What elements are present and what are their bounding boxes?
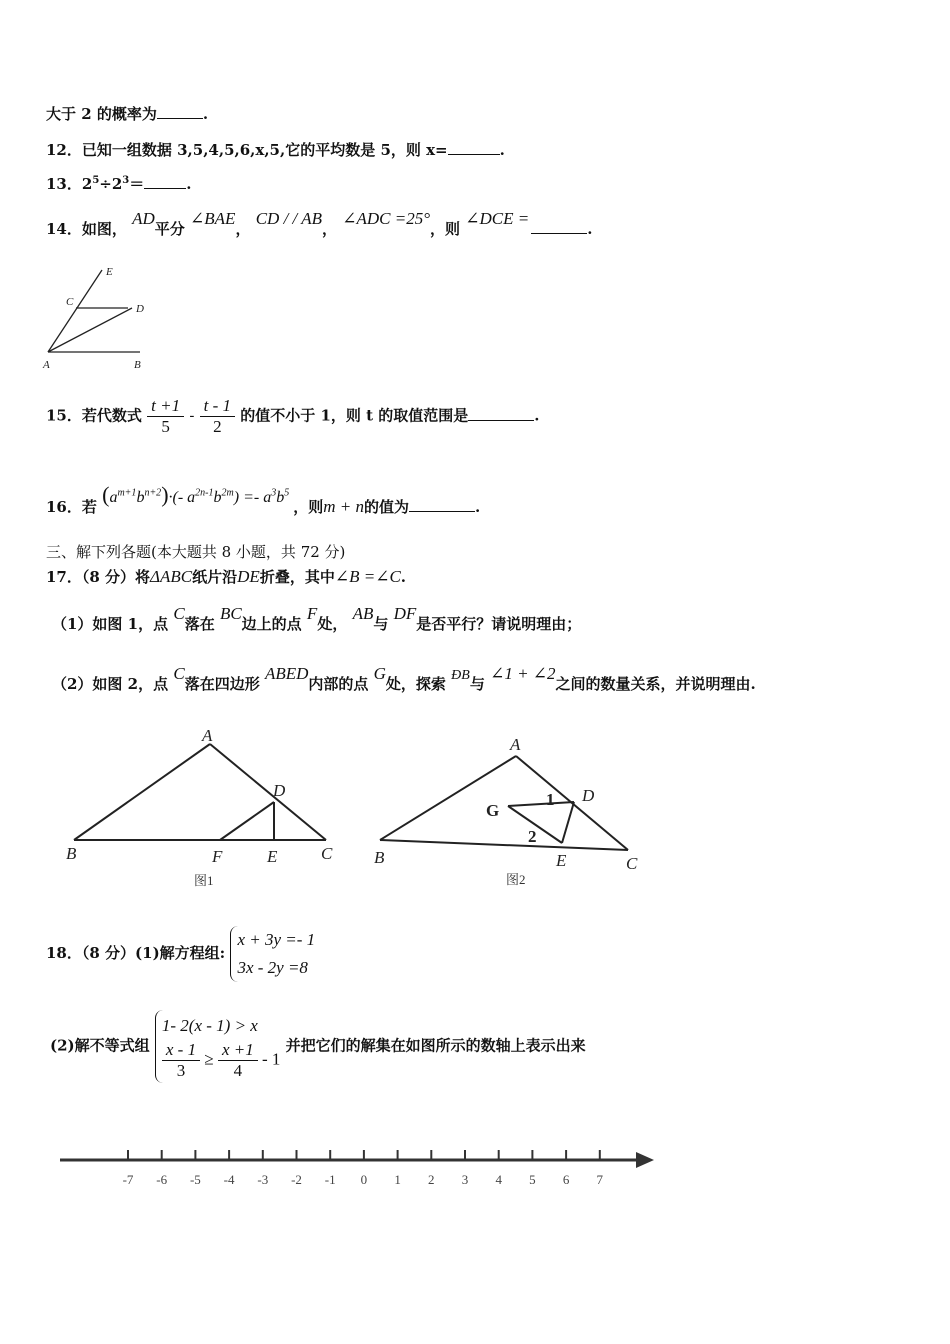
figure-q14 [40, 262, 160, 374]
label-e: E [106, 266, 113, 278]
ineq-frac-1 [162, 1040, 200, 1081]
label-g: G [486, 801, 500, 820]
answer-blank [409, 510, 475, 512]
label-e: E [267, 847, 278, 866]
label-f: F [212, 847, 223, 866]
q13-base2: 2 [111, 175, 123, 193]
label-angle-1: 1 [546, 790, 555, 809]
answer-blank [448, 153, 500, 155]
tick-label: 6 [562, 1172, 570, 1187]
tick-label: -7 [122, 1172, 134, 1187]
inequality-2 [162, 1040, 281, 1081]
line-ad [48, 308, 132, 352]
inequality-1: 1- 2(x - 1) > x [161, 1016, 258, 1035]
question-number: 14． [46, 220, 82, 238]
label-c: C [321, 844, 333, 863]
q17-1-m4: AB [352, 604, 374, 623]
q17-2-label: （2）如图 2，点 [52, 675, 169, 693]
label-b: B [374, 848, 385, 867]
frac1-den: 5 [161, 417, 170, 436]
q12-end: . [499, 141, 505, 159]
q17-2-t1: 落在四边形 [184, 675, 260, 693]
question-11-tail [46, 103, 208, 124]
tick-label: 4 [495, 1172, 502, 1187]
label-a: A [510, 735, 521, 754]
q12-text: 已知一组数据 3,5,4,5,6,x,5,它的平均数是 5，则 x= [81, 141, 448, 159]
q17-m2: DE [237, 567, 260, 586]
number-line [56, 1138, 666, 1198]
question-number: 12． [46, 141, 82, 159]
question-14 [46, 209, 593, 239]
inequality-system [155, 1010, 281, 1083]
q15-t1: 若代数式 [81, 406, 142, 425]
question-17-part-1 [52, 604, 582, 634]
caption-figure-1: 图1 [194, 873, 214, 888]
q13-exp2: 3 [122, 175, 130, 186]
q16-t3: 的值为 [363, 498, 409, 516]
ineq-tail: - 1 [261, 1049, 281, 1069]
expr-tail: ) =- a [233, 489, 272, 506]
answer-blank [531, 232, 587, 234]
question-17-part-2 [52, 664, 756, 694]
number-line-ticks [123, 1150, 604, 1187]
tick-label: -5 [189, 1172, 201, 1187]
q16-t1: 若 [81, 498, 97, 516]
q18-t1: (1)解方程组: [135, 944, 226, 962]
q16-t2: ，则 [293, 498, 324, 516]
q13-op: ÷ [99, 175, 112, 193]
line-gd [508, 802, 574, 806]
q17-m3: ∠B =∠C [334, 567, 401, 586]
ineq-frac1-num: x - 1 [162, 1040, 200, 1061]
expr-b2: b [213, 489, 222, 506]
q17-2-t4: 与 [469, 675, 485, 693]
tick-label: -4 [223, 1172, 235, 1187]
tick-label: 0 [360, 1172, 368, 1187]
expr-sup1: m+1 [117, 487, 137, 499]
q17-2-t3: 处，探索 [385, 675, 446, 693]
question-number: 18． [46, 944, 82, 962]
question-number: 16． [46, 498, 82, 516]
q18-score: （8 分） [81, 944, 136, 962]
q17-2-m4: ÐB [451, 668, 470, 683]
figure-2 [372, 730, 652, 890]
answer-blank [468, 419, 534, 421]
q17-1-m3: F [306, 604, 318, 623]
q17-1-t4: 与 [373, 615, 389, 633]
number-line-arrow [636, 1152, 654, 1168]
label-a: A [43, 359, 50, 371]
expr-sup3: 2n-1 [195, 487, 214, 499]
q17-1-label: （1）如图 1，点 [52, 615, 169, 633]
label-angle-2: 2 [528, 827, 537, 846]
q15-t2: 的值不小于 1，则 t 的取值范围是 [240, 406, 469, 425]
question-12 [46, 139, 505, 160]
q17-2-m1: C [173, 664, 185, 683]
label-d: D [136, 303, 144, 315]
q14-m1: AD [132, 209, 155, 228]
section-3-header: 三、解下列各题(本大题共 8 小题，共 72 分) [46, 543, 346, 561]
label-c: C [66, 296, 74, 308]
ineq-ge: ≥ [204, 1049, 214, 1069]
line-ac [210, 744, 326, 840]
line-bc [380, 840, 628, 850]
tick-label: 3 [461, 1172, 469, 1187]
label-d: D [273, 781, 286, 800]
line-ae [48, 270, 102, 352]
q16-end: . [474, 498, 481, 516]
equation-system [230, 926, 315, 982]
q14-t2: 平分 [154, 220, 185, 238]
q17-t2: 折叠，其中 [259, 568, 335, 586]
q13-exp1: 5 [92, 175, 100, 186]
question-18 [46, 926, 315, 982]
q18-2-t2: 并把它们的解集在如图所示的数轴上表示出来 [285, 1036, 586, 1055]
label-e: E [556, 851, 567, 870]
q11-end: . [202, 105, 209, 123]
tick-label: 1 [394, 1172, 401, 1187]
tick-label: -6 [156, 1172, 168, 1187]
label-b: B [134, 359, 141, 371]
q14-t5: ，则 [430, 220, 461, 238]
q17-1-t1: 落在 [184, 615, 215, 633]
tick-label: -2 [291, 1172, 302, 1187]
question-17 [46, 566, 406, 587]
q14-m3: CD / / AB [255, 209, 322, 228]
line-ab [380, 756, 516, 840]
q17-end: . [400, 568, 407, 586]
expr-sup6: 5 [284, 487, 290, 499]
q15-minus: - [189, 406, 195, 425]
q17-1-t3: 处， [317, 615, 348, 633]
q13-base1: 2 [81, 175, 93, 193]
answer-blank [144, 187, 186, 189]
expr-sup5: 3 [271, 487, 277, 499]
expr-sup4: 2m [221, 487, 234, 499]
question-18-part-2 [50, 1010, 586, 1083]
fraction-2 [200, 396, 235, 437]
ineq-frac-2 [218, 1040, 258, 1081]
q17-1-m2: BC [219, 604, 242, 623]
tick-label: 5 [529, 1172, 536, 1187]
q14-t4: ， [321, 220, 337, 238]
q17-1-m5: DF [393, 604, 417, 623]
q17-2-m3: G [373, 664, 386, 683]
tick-label: -3 [257, 1172, 269, 1187]
label-a: A [202, 726, 213, 745]
q13-end: . [186, 175, 192, 193]
line-fd [220, 802, 274, 840]
q17-2-m5: ∠1 + ∠2 [490, 664, 556, 683]
q18-2-t1: (2)解不等式组 [50, 1036, 150, 1055]
figure-1 [60, 722, 350, 892]
q14-m2: ∠BAE [190, 209, 236, 228]
q17-1-t2: 边上的点 [241, 615, 302, 633]
q17-m1: ΔABC [150, 567, 193, 586]
label-c: C [626, 854, 638, 873]
q14-m5: ∠DCE = [465, 209, 530, 228]
q17-1-t5: 是否平行？请说明理由； [416, 615, 582, 633]
frac2-num: t - 1 [200, 396, 235, 417]
q14-m4: ∠ADC =25° [342, 209, 430, 228]
q17-t1: 纸片沿 [192, 568, 238, 586]
q16-m1: m + n [323, 497, 364, 516]
expr-sup2: n+2 [144, 487, 162, 499]
label-d: D [582, 786, 595, 805]
ineq-frac2-num: x +1 [218, 1040, 258, 1061]
q16-expression: $(a^{m+1}b^{n+2})\cdot(-$ $a^{2n-1}b^{2m}) =- a^3b^5$ [102, 482, 290, 507]
tick-label: -1 [324, 1172, 336, 1187]
expr-mid: ·(- a [168, 489, 196, 506]
question-13 [46, 173, 192, 194]
line-ab [74, 744, 210, 840]
line-de [562, 802, 574, 843]
ineq-frac1-den: 3 [176, 1061, 186, 1080]
q14-t1: 如图， [81, 220, 127, 238]
q17-2-m2: ABED [264, 664, 309, 683]
q15-end: . [534, 406, 540, 425]
q13-eq: ＝ [129, 175, 145, 193]
ineq-frac2-den: 4 [233, 1061, 243, 1080]
question-16 [46, 482, 481, 518]
tick-label: 2 [428, 1172, 435, 1187]
frac1-num: t +1 [147, 396, 184, 417]
label-b: B [66, 844, 77, 863]
frac2-den: 2 [213, 417, 222, 436]
tick-label: 7 [596, 1172, 604, 1187]
equation-1: x + 3y =- 1 [237, 930, 316, 949]
question-number: 17． [46, 568, 82, 586]
q11-text: 大于 2 的概率为 [46, 105, 157, 123]
q14-end: . [587, 220, 593, 238]
question-number: 13． [46, 175, 82, 193]
caption-figure-2: 图2 [506, 872, 526, 887]
expr-b3: b [276, 489, 285, 506]
question-number: 15． [46, 406, 82, 425]
q17-2-t2: 内部的点 [308, 675, 369, 693]
expr-a1: a [109, 489, 118, 506]
answer-blank [157, 117, 203, 119]
q17-2-t5: 之间的数量关系，并说明理由. [555, 675, 756, 693]
q14-t3: ， [235, 220, 251, 238]
expr-b1: b [136, 489, 145, 506]
q17-score: （8 分）将 [81, 568, 151, 586]
fraction-1 [147, 396, 184, 437]
q17-1-m1: C [173, 604, 185, 623]
question-15 [46, 396, 540, 437]
equation-2: 3x - 2y =8 [237, 958, 308, 977]
